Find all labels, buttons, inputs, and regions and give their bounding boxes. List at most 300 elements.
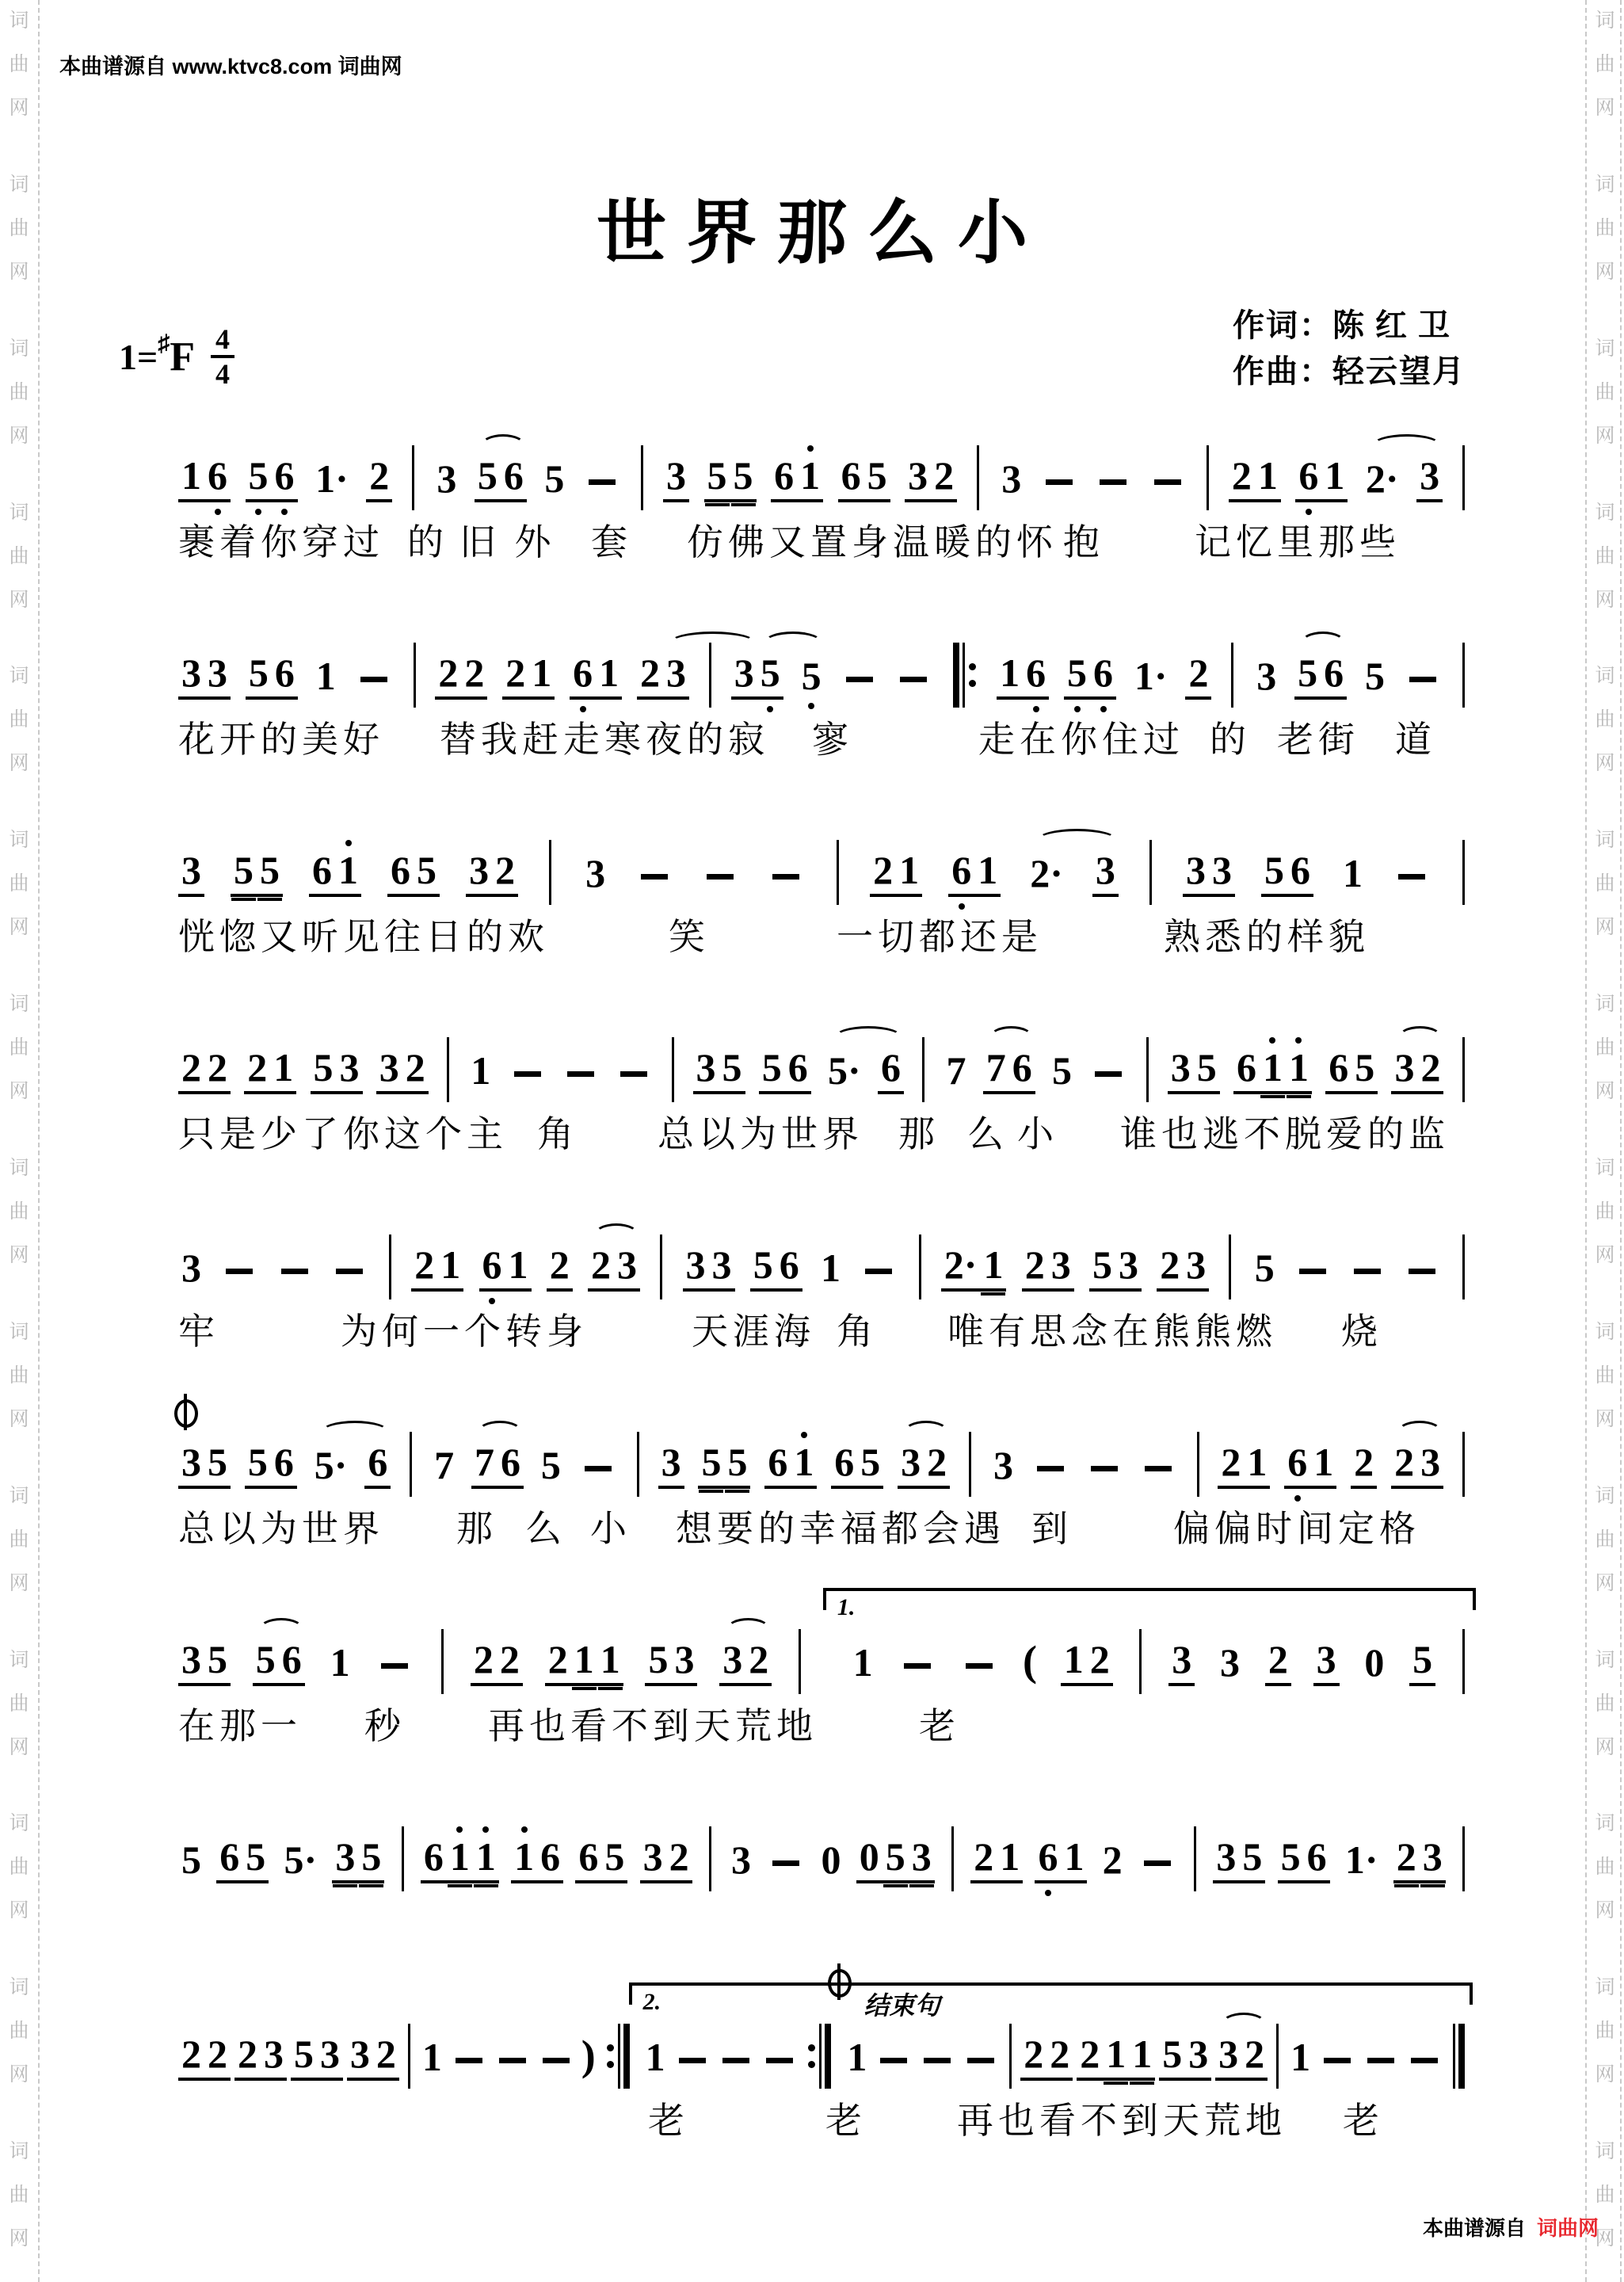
duration-dash xyxy=(226,1269,253,1274)
note: 5· xyxy=(314,1443,348,1487)
watermark-char: 词 xyxy=(1595,174,1615,196)
note: 5 xyxy=(724,1442,750,1489)
note: 6 xyxy=(1090,653,1116,700)
note: 6 xyxy=(1023,653,1049,700)
note: 2 xyxy=(545,1639,571,1686)
note: 3 xyxy=(1220,1640,1241,1685)
barline xyxy=(1462,1432,1465,1497)
beam-group xyxy=(1215,2034,1268,2081)
beam-group xyxy=(948,850,1001,897)
watermark-char: 网 xyxy=(9,1408,29,1430)
note: 1 xyxy=(596,653,622,700)
source-note: 本曲谱源自 www.ktvc8.com 词曲网 xyxy=(59,55,402,78)
beam-group xyxy=(983,1045,1035,1094)
note: 5 xyxy=(291,2034,317,2081)
watermark-char: 曲 xyxy=(9,1528,29,1551)
barline xyxy=(441,1629,444,1694)
note: 5 xyxy=(1239,1837,1265,1883)
note: 3 xyxy=(1416,456,1443,502)
note: 6 xyxy=(1284,1442,1310,1489)
watermark-char: 词 xyxy=(9,10,29,32)
note: 6 xyxy=(272,456,298,502)
note: 3 xyxy=(178,850,204,897)
beam-group xyxy=(234,2034,287,2081)
note: 1 xyxy=(1061,1639,1087,1686)
note: 1 xyxy=(997,653,1023,700)
note: 6 xyxy=(279,1639,305,1686)
watermark-char: 词 xyxy=(9,2141,29,2163)
note: 5 xyxy=(246,456,272,502)
music-system xyxy=(178,1433,1470,1596)
lyric-segment: 总以为世界 xyxy=(658,1114,863,1154)
duration-dash xyxy=(641,874,668,880)
music-system xyxy=(178,1828,1470,1990)
duration-dash xyxy=(281,1269,308,1274)
duration-dash xyxy=(966,1663,993,1669)
barline xyxy=(1139,1629,1142,1694)
beam-group xyxy=(575,1834,627,1883)
note: 6 xyxy=(479,1245,505,1292)
meter-denominator: 4 xyxy=(215,358,230,390)
beam-group xyxy=(244,1045,296,1094)
lyric-segment: 老 xyxy=(825,2101,867,2141)
lyric-segment: 角 xyxy=(837,1311,878,1352)
beam-group xyxy=(731,653,783,700)
beam-group xyxy=(640,1834,692,1883)
note: 1 xyxy=(1310,1442,1336,1489)
note: 5 xyxy=(257,850,283,897)
note: 3 xyxy=(1215,2034,1241,2081)
note: 2 xyxy=(1102,1837,1123,1882)
beam-group xyxy=(1278,1834,1330,1883)
note: 1 xyxy=(1061,1837,1087,1883)
beam-group xyxy=(1061,1639,1113,1686)
duration-dash xyxy=(1367,2058,1394,2063)
watermark-char: 网 xyxy=(9,917,29,939)
beam-group xyxy=(1089,1242,1142,1292)
lyric-segment: 抱 xyxy=(1063,522,1104,563)
duration-dash xyxy=(1046,479,1073,485)
note: 6 xyxy=(831,1442,857,1489)
note: 6 xyxy=(575,1837,601,1883)
beam-group xyxy=(941,1242,1007,1292)
notation-line xyxy=(178,644,1470,700)
beam-group xyxy=(253,1639,305,1686)
beam-group xyxy=(411,1242,463,1292)
note: 1 xyxy=(997,1837,1023,1883)
duration-dash xyxy=(589,479,616,485)
note: 2 xyxy=(234,2034,261,2081)
note: 1 xyxy=(471,1048,491,1093)
watermark-char: 曲 xyxy=(9,1037,29,1059)
note: 1 xyxy=(852,1640,873,1685)
lyric-segment: 的 xyxy=(1210,719,1251,760)
note: 3 xyxy=(1001,456,1022,501)
duration-dash xyxy=(865,1269,892,1274)
note: 5 xyxy=(475,456,501,502)
lyric-segment: 想要的幸福都会遇 xyxy=(676,1509,1005,1549)
watermark-char: 词 xyxy=(9,1813,29,1835)
watermark-char: 曲 xyxy=(9,2021,29,2043)
note: 2 xyxy=(1241,2034,1268,2081)
barline xyxy=(637,1432,639,1497)
note: 2 xyxy=(1157,1245,1183,1292)
beam-group xyxy=(704,453,757,502)
watermark-char: 曲 xyxy=(9,381,29,403)
lyric-segment: 恍惚又听见往日的欢 xyxy=(178,917,549,957)
lyric-segment: 走在你住过 xyxy=(978,719,1184,760)
lyric-segment: 到 xyxy=(1031,1509,1073,1549)
watermark-left-divider xyxy=(38,0,40,2282)
barline xyxy=(969,1432,971,1497)
barline xyxy=(799,1629,801,1694)
note: 5 xyxy=(246,653,272,700)
note: 5 xyxy=(242,1837,269,1883)
lyric-segment: 在那一 xyxy=(178,1706,302,1746)
beam-group xyxy=(1295,453,1348,502)
barline xyxy=(1197,1432,1199,1497)
barline xyxy=(414,643,416,708)
note: 3 xyxy=(1115,1245,1142,1292)
note: 2· xyxy=(941,1245,981,1292)
note: 5 xyxy=(645,1639,671,1686)
note: 1 xyxy=(571,1639,597,1686)
note: 6 xyxy=(764,1442,791,1489)
barline xyxy=(672,1037,674,1102)
note: 3 xyxy=(347,2034,373,2081)
barline xyxy=(1231,643,1233,708)
duration-dash xyxy=(707,874,734,880)
lyric-segment: 再也看不到天荒地 xyxy=(957,2101,1287,2141)
note: 3 xyxy=(1168,1048,1194,1094)
beam-group xyxy=(246,453,298,502)
duration-dash xyxy=(336,1269,363,1274)
duration-dash xyxy=(1145,1466,1172,1471)
duration-dash xyxy=(1324,2058,1351,2063)
beam-group xyxy=(421,1834,499,1883)
note: 2 xyxy=(373,2034,399,2081)
watermark-char: 曲 xyxy=(1595,2021,1615,2043)
note: 5 xyxy=(1064,653,1090,700)
lyrics-line xyxy=(178,1895,1470,1958)
beam-group xyxy=(898,1442,950,1489)
duration-dash xyxy=(543,2058,570,2063)
beam-group xyxy=(471,1639,523,1686)
watermark-right-divider-inner xyxy=(1585,0,1587,2282)
watermark-char: 曲 xyxy=(9,545,29,567)
watermark-char: 词 xyxy=(1595,1485,1615,1507)
note: 6 xyxy=(1009,1048,1035,1094)
key-prefix: 1= xyxy=(119,336,158,377)
beam-group xyxy=(479,1242,532,1292)
note: 3 xyxy=(719,1639,745,1686)
watermark-char: 曲 xyxy=(1595,1201,1615,1223)
note: 5 xyxy=(730,456,757,502)
lyric-segment: 只是少了你这个主 xyxy=(178,1114,508,1154)
note: 3 xyxy=(181,1246,201,1290)
barline xyxy=(412,445,414,510)
watermark-char: 词 xyxy=(1595,502,1615,524)
barline xyxy=(1462,1826,1465,1891)
footer-source xyxy=(1423,2212,1599,2242)
note: 2 xyxy=(402,1048,429,1094)
note: 2· xyxy=(1030,851,1063,895)
barline xyxy=(977,445,979,510)
note: 3 xyxy=(693,1048,719,1094)
duration-dash xyxy=(880,2058,907,2063)
watermark-char: 词 xyxy=(1595,10,1615,32)
lyric-segment: 裹着你穿过 xyxy=(178,522,384,563)
high-octave-dot xyxy=(345,840,352,846)
note: 3 xyxy=(1092,850,1119,897)
watermark-char: 词 xyxy=(9,174,29,196)
note: 2 xyxy=(931,456,957,502)
watermark-char: 词 xyxy=(1595,1977,1615,1999)
notation-line xyxy=(178,1236,1470,1292)
barline xyxy=(1276,2024,1279,2089)
note: 2 xyxy=(1218,1442,1244,1489)
note: 1 xyxy=(1103,2034,1129,2081)
page-title: 世界那么小 xyxy=(596,196,1048,273)
repeat-end-barline xyxy=(806,2024,833,2089)
lyric-segment: 总以为世界 xyxy=(178,1509,384,1549)
footer-brand: 词曲网 xyxy=(1536,2216,1599,2240)
note: 2 xyxy=(204,2034,231,2081)
note: 1 xyxy=(1290,2035,1311,2079)
note: 5 xyxy=(253,1639,279,1686)
lyrics-line xyxy=(178,513,1470,577)
note: 6 xyxy=(776,1245,802,1292)
beam-group xyxy=(870,850,922,897)
beam-group xyxy=(178,2034,231,2081)
note: 5 xyxy=(1194,1048,1220,1094)
note: 2 xyxy=(244,1048,270,1094)
note: 5 xyxy=(704,456,730,502)
footer-prefix: 本曲谱源自 xyxy=(1422,2216,1526,2240)
note: 3 xyxy=(993,1443,1013,1487)
note: 2 xyxy=(461,653,487,700)
note: 2 xyxy=(502,653,528,700)
note: 3 xyxy=(376,1048,402,1094)
note: 6 xyxy=(497,1442,524,1489)
lyric-segment: 再也看不到天荒地 xyxy=(488,1706,818,1746)
note: 3 xyxy=(1420,1837,1446,1883)
watermark-char: 网 xyxy=(1595,97,1615,119)
note: 2 xyxy=(178,2034,204,2081)
note: 1 xyxy=(421,2035,442,2079)
note: 3 xyxy=(1256,654,1277,698)
note: 3 xyxy=(178,1442,204,1489)
duration-dash xyxy=(499,2058,526,2063)
note: 2 xyxy=(924,1442,950,1489)
beam-group xyxy=(1077,2034,1155,2081)
duration-dash xyxy=(904,1663,931,1669)
note: 3 xyxy=(1417,1442,1443,1489)
note: 5 xyxy=(1409,1639,1435,1686)
beam-group xyxy=(970,1834,1023,1883)
note: 1 xyxy=(821,1246,841,1290)
barline xyxy=(837,840,839,905)
rest-note: 0 xyxy=(821,1837,841,1882)
beam-group xyxy=(332,1834,384,1883)
note: 1 xyxy=(1244,1442,1270,1489)
note: 3 xyxy=(317,2034,343,2081)
beam-group xyxy=(1391,1442,1443,1489)
note: 3 xyxy=(658,1442,684,1489)
time-signature xyxy=(211,323,234,390)
lyric-segment: 角 xyxy=(537,1114,578,1154)
lyric-segment: 谁也逃不脱爱的监 xyxy=(1120,1114,1450,1154)
note: 3 xyxy=(585,851,606,895)
barline xyxy=(408,2024,410,2089)
watermark-char: 词 xyxy=(9,502,29,524)
beam-group xyxy=(1218,1442,1270,1489)
beam-group xyxy=(1213,1834,1265,1883)
barline xyxy=(1462,643,1465,708)
lyrics-line xyxy=(178,2092,1470,2155)
beam-group xyxy=(831,1442,883,1489)
watermark-char: 词 xyxy=(9,1158,29,1180)
watermark-char: 网 xyxy=(1595,2064,1615,2086)
watermark-char: 曲 xyxy=(1595,217,1615,239)
watermark-char: 网 xyxy=(1595,589,1615,611)
note: 6 xyxy=(204,456,231,502)
watermark-char: 网 xyxy=(1595,753,1615,775)
watermark-char: 曲 xyxy=(1595,873,1615,895)
note: 3 xyxy=(731,1837,752,1882)
ending-label: 结束句 xyxy=(863,1991,940,2020)
parenthesis: ( xyxy=(1022,1637,1037,1685)
note: 6 xyxy=(272,653,298,700)
note: 5 xyxy=(1364,654,1385,698)
note: 2 xyxy=(492,850,518,897)
note: 1 xyxy=(974,850,1001,897)
note: 2 xyxy=(547,1245,573,1292)
duration-dash xyxy=(1100,479,1127,485)
credits xyxy=(1233,303,1466,395)
beam-group xyxy=(178,1639,231,1686)
barline xyxy=(1462,445,1465,510)
note: 1 xyxy=(511,1837,537,1883)
watermark-char: 网 xyxy=(9,2064,29,2086)
duration-dash xyxy=(456,2058,482,2063)
sharp-accidental: ♯ xyxy=(158,330,170,357)
beam-group xyxy=(1325,1045,1378,1094)
note: 3 xyxy=(1185,2034,1211,2081)
lyric-segment: 的 xyxy=(407,522,448,563)
note: 3 xyxy=(905,456,931,502)
note: 3 xyxy=(663,653,689,700)
beam-group xyxy=(178,1045,231,1094)
beam-group xyxy=(1159,2034,1211,2081)
note: 3 xyxy=(1391,1048,1417,1094)
note: 1 xyxy=(1129,2034,1155,2081)
beam-group xyxy=(245,1442,297,1489)
duration-dash xyxy=(1411,2058,1438,2063)
beam-group xyxy=(1229,453,1281,502)
beam-group xyxy=(435,653,487,700)
note: 5 xyxy=(857,1442,883,1489)
note: 6 xyxy=(271,1442,297,1489)
lyric-segment: 老 xyxy=(1343,2101,1384,2141)
note: 2· xyxy=(1365,456,1399,501)
lyric-segment: 为何一个转身 xyxy=(341,1311,588,1352)
note: 1 xyxy=(1321,456,1348,502)
duration-dash xyxy=(381,1663,408,1669)
note: 2 xyxy=(870,850,896,897)
watermark-char: 网 xyxy=(1595,2228,1615,2250)
note: 1 xyxy=(847,2035,867,2079)
final-barline xyxy=(1451,2024,1466,2089)
note: 7 xyxy=(434,1443,455,1487)
note: 1 xyxy=(437,1245,463,1292)
notation-line xyxy=(178,1594,1470,1686)
barline xyxy=(1229,1234,1231,1299)
duration-dash xyxy=(900,677,927,682)
beam-group xyxy=(387,850,440,897)
beam-group xyxy=(471,1442,524,1489)
beam-group xyxy=(1020,2034,1073,2081)
beam-group xyxy=(997,653,1049,700)
lyric-segment: 老街 xyxy=(1277,719,1359,760)
note: 6 xyxy=(421,1837,447,1883)
beam-group xyxy=(1022,1242,1074,1292)
duration-dash xyxy=(620,1071,647,1077)
key-signature xyxy=(119,323,234,390)
note: 3 xyxy=(332,1837,358,1883)
duration-dash xyxy=(585,1466,612,1471)
note: 1 xyxy=(1255,456,1281,502)
watermark-char: 网 xyxy=(1595,917,1615,939)
note: 1· xyxy=(1134,654,1168,698)
note: 6 xyxy=(1287,850,1313,897)
beam-group xyxy=(1393,1834,1446,1883)
note: 3 xyxy=(898,1442,924,1489)
note: 6 xyxy=(878,1048,904,1094)
note: 3 xyxy=(671,1639,697,1686)
watermark-char: 网 xyxy=(1595,1572,1615,1594)
beam-group xyxy=(246,653,298,700)
lyric-segment: 小 xyxy=(590,1509,631,1549)
note: 2 xyxy=(1229,456,1255,502)
lyrics-line xyxy=(178,1105,1470,1169)
note: 1· xyxy=(1344,1837,1378,1882)
note: 6 xyxy=(216,1837,242,1883)
note: 5 xyxy=(204,1639,231,1686)
watermark-char: 词 xyxy=(1595,1649,1615,1671)
watermark-char: 网 xyxy=(9,1736,29,1758)
lyric-segment: 牢 xyxy=(178,1311,219,1352)
barline xyxy=(1207,445,1209,510)
watermark-char: 词 xyxy=(1595,666,1615,688)
score xyxy=(178,412,1470,2188)
lyric-segment: 笑 xyxy=(669,917,710,957)
note: 5 xyxy=(719,1048,745,1094)
watermark-char: 曲 xyxy=(9,709,29,731)
note: 2 xyxy=(666,1837,692,1883)
note: 5· xyxy=(284,1837,318,1882)
watermark-char: 词 xyxy=(9,1321,29,1343)
note: 2 xyxy=(1022,1245,1048,1292)
note: 2 xyxy=(1391,1442,1417,1489)
beam-group xyxy=(1233,1045,1312,1094)
watermark-right-divider-outer xyxy=(1620,0,1622,2282)
note: 3 xyxy=(1313,1639,1340,1686)
watermark-char: 网 xyxy=(9,261,29,283)
composer-credit: 作曲：轻云望月 xyxy=(1233,353,1466,389)
lyric-segment: 花开的美好 xyxy=(178,719,384,760)
watermark-char: 网 xyxy=(1595,1081,1615,1103)
